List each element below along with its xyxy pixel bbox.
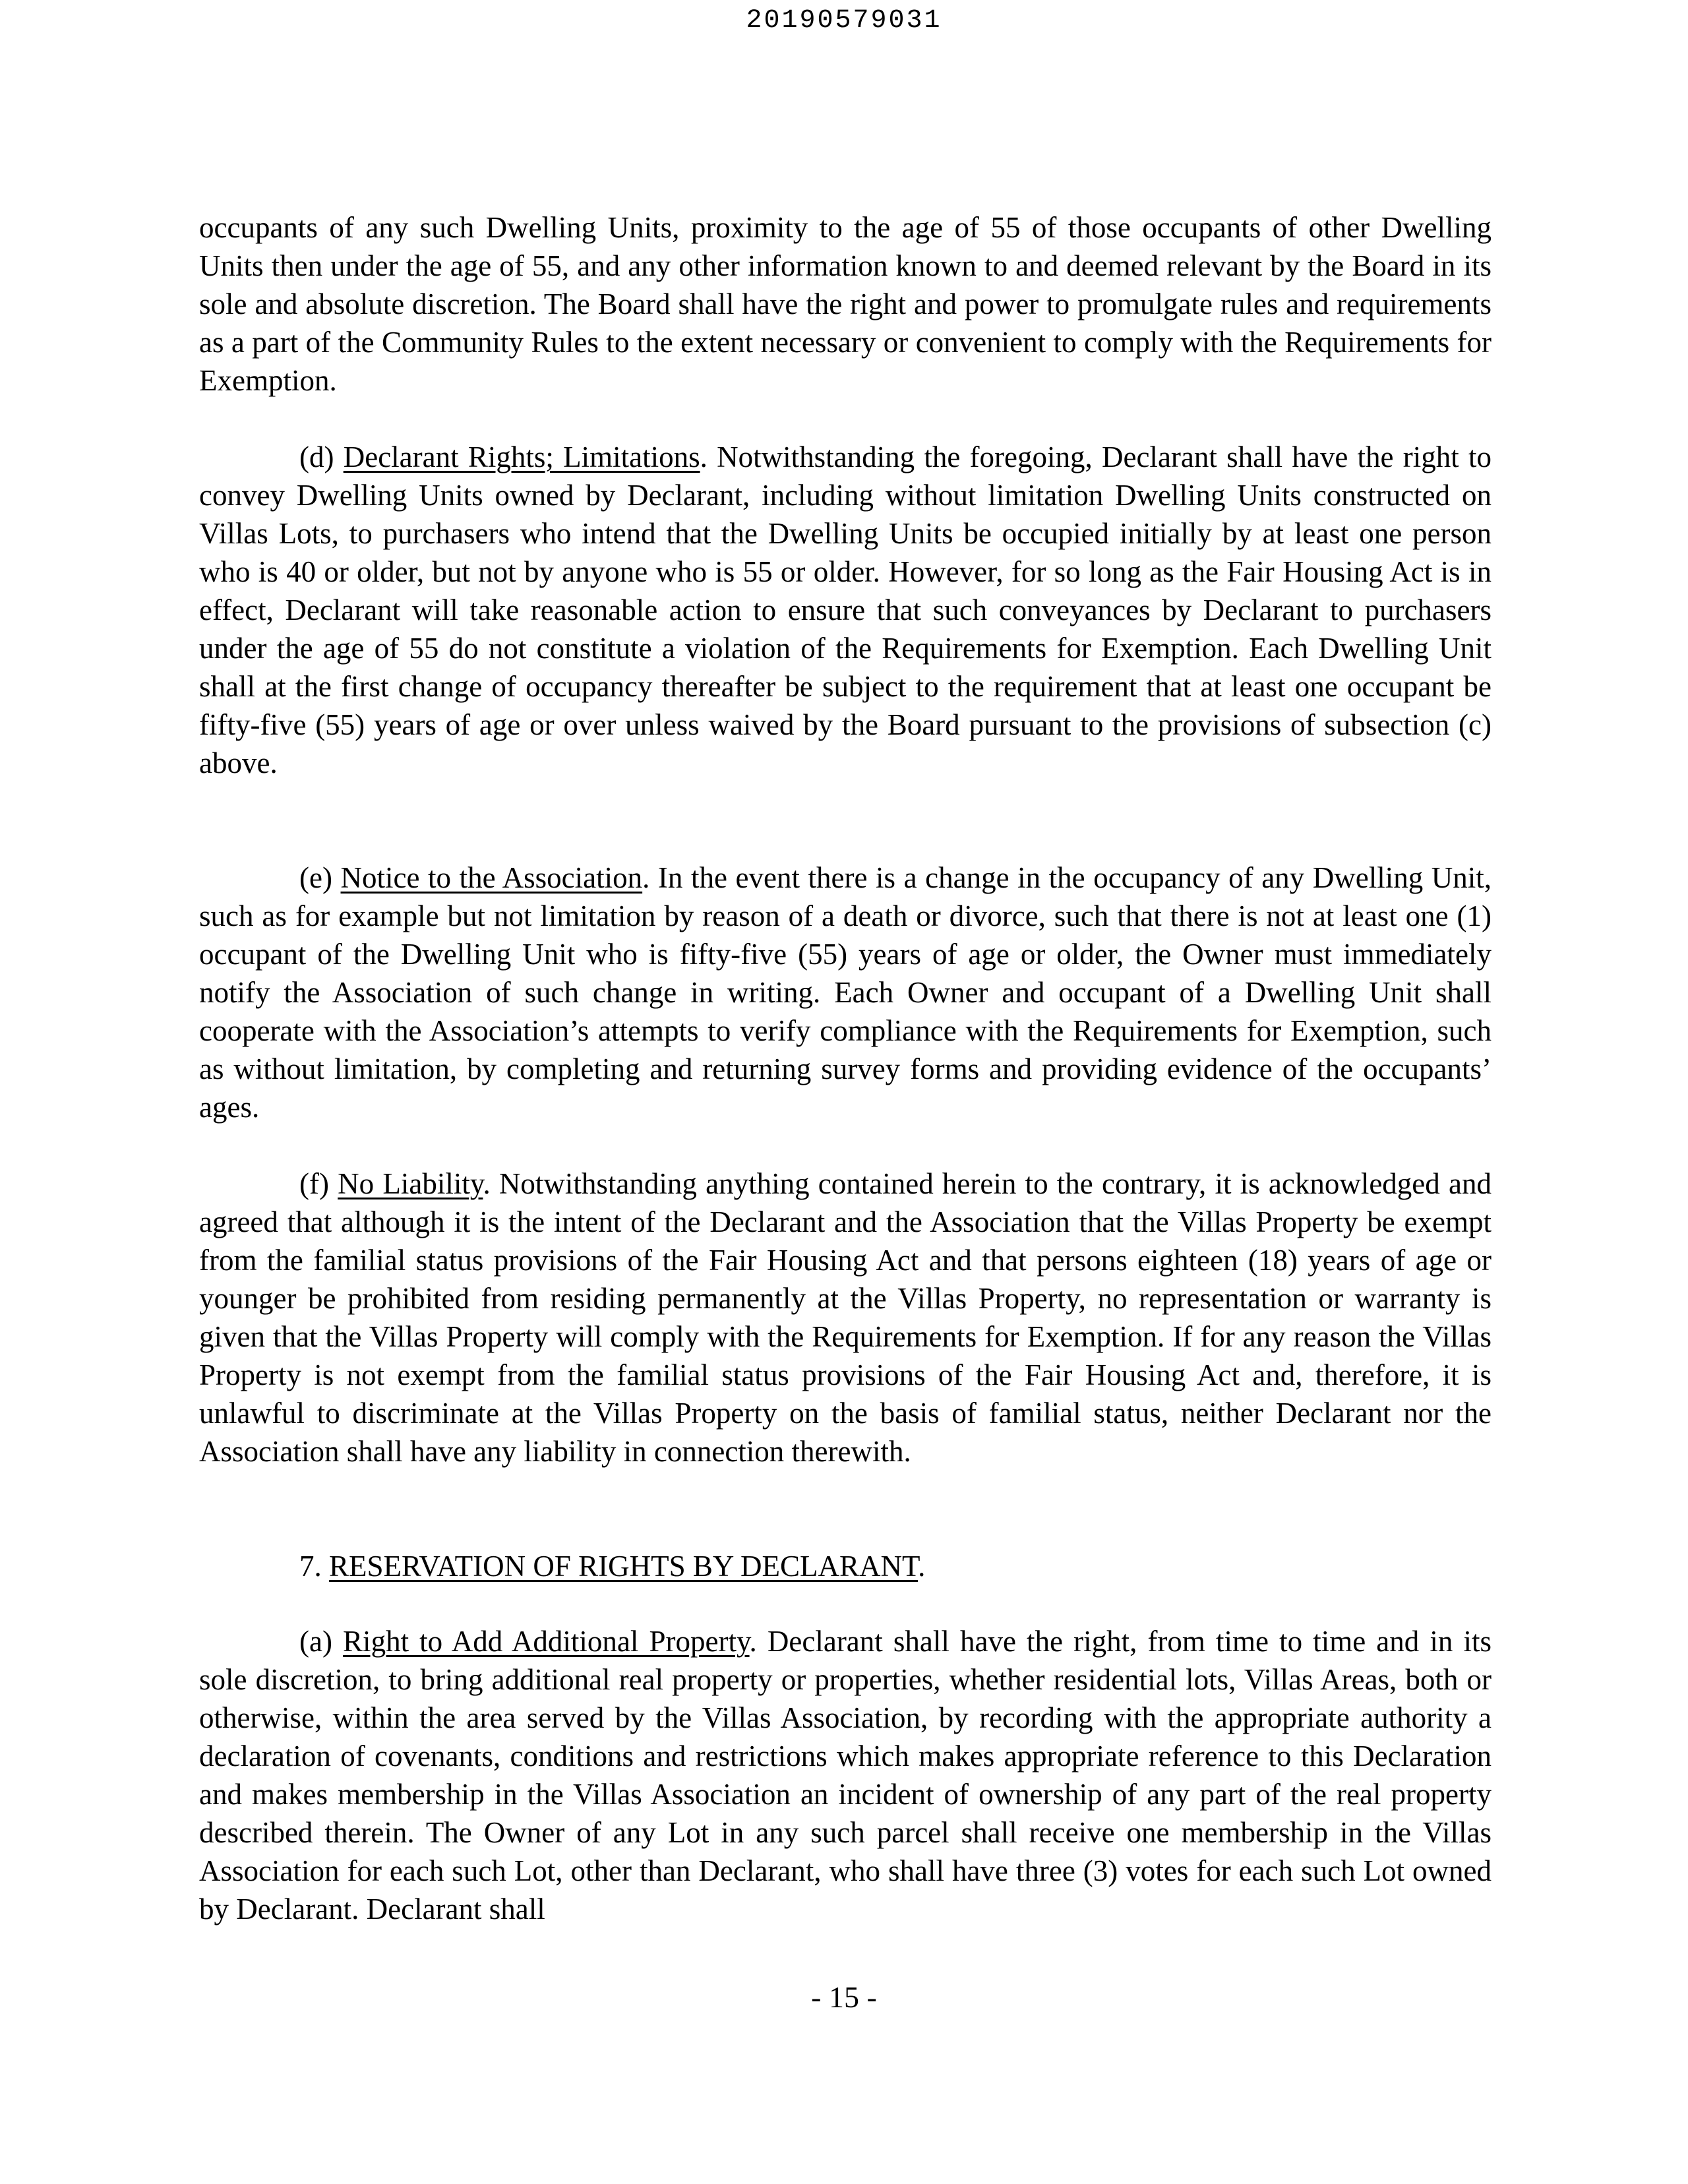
paragraph-e	[199, 859, 1492, 1126]
paragraph-e-label: (e)	[299, 861, 341, 894]
section-7-number: 7.	[299, 1550, 329, 1583]
paragraph-d-title: Declarant Rights; Limitations	[343, 440, 700, 473]
paragraph-e-title: Notice to the Association	[340, 861, 643, 894]
paragraph-d-text: . Notwithstanding the foregoing, Declarant shall have the right to convey Dwelling Units owned by Declarant, including without limitation Dwelling Units constructed on Villas Lots, to purchasers who intend that the Dwelling Units be occupied initially by at least one person who is 40 or older, but not by anyone who is 55 or older. However, for so long as the Fair Housing Act is in effect, Declarant will take reasonable action to ensure that such conveyances by Declarant to purchasers under the age of 55 do not constitute a violation of the Requirements for Exemption. Each Dwelling Unit shall at the first change of occupancy thereafter be subject to the requirement that at least one occupant be fifty-five (55) years of age or over unless waived by the Board pursuant to the provisions of subsection (c) above.	[199, 440, 1492, 779]
paragraph-f	[199, 1165, 1492, 1471]
paragraph-e-text: . In the event there is a change in the occupancy of any Dwelling Unit, such as for example but not limitation by reason of a death or divorce, such that there is not at least one (1) occupant of the Dwelling Unit who is fifty-five (55) years of age or older, the Owner must immediately notify the Association of such change in writing. Each Owner and occupant of a Dwelling Unit shall cooperate with the Association’s attempts to verify compliance with the Requirements for Exemption, such as without limitation, by completing and returning survey forms and providing evidence of the occupants’ ages.	[199, 861, 1492, 1124]
paragraph-a-label: (a)	[299, 1625, 344, 1658]
paragraph-a-text: . Declarant shall have the right, from time to time and in its sole discretion, to bring additional real property or properties, whether residential lots, Villas Areas, both or otherwise, within the area served by the Villas Association, by recording with the appropriate authority a declaration of covenants, conditions and restrictions which makes appropriate reference to this Declaration and makes membership in the Villas Association an incident of ownership of any part of the real property described therein. The Owner of any Lot in any such parcel shall receive one membership in the Villas Association for each such Lot, other than Declarant, who shall have three (3) votes for each such Lot owned by Declarant. Declarant shall	[199, 1625, 1492, 1926]
paragraph-a	[199, 1622, 1492, 1928]
paragraph-f-label: (f)	[299, 1167, 338, 1200]
paragraph-d-label: (d)	[299, 440, 344, 473]
section-7-title: RESERVATION OF RIGHTS BY DECLARANT	[329, 1550, 919, 1583]
paragraph-d	[199, 438, 1492, 782]
section-7-suffix: .	[918, 1550, 926, 1583]
paragraph-a-title: Right to Add Additional Property	[343, 1625, 750, 1658]
paragraph-f-title: No Liability	[338, 1167, 483, 1200]
section-7-heading	[299, 1547, 925, 1585]
document-number: 20190579031	[746, 6, 942, 36]
page-number-footer: - 15 -	[811, 1980, 877, 2014]
paragraph-continuation-text: occupants of any such Dwelling Units, proximity to the age of 55 of those occupants of other Dwelling Units then under the age of 55, and any other information known to and deemed relevant by the Board in its sole and absolute discretion. The Board shall have the right and power to promulgate rules and requirements as a part of the Community Rules to the extent necessary or convenient to comply with the Requirements for Exemption.	[199, 211, 1492, 397]
paragraph-f-text: . Notwithstanding anything contained herein to the contrary, it is acknowledged and agreed that although it is the intent of the Declarant and the Association that the Villas Property be exempt from the familial status provisions of the Fair Housing Act and that persons eighteen (18) years of age or younger be prohibited from residing permanently at the Villas Property, no representation or warranty is given that the Villas Property will comply with the Requirements for Exemption. If for any reason the Villas Property is not exempt from the familial status provisions of the Fair Housing Act and, therefore, it is unlawful to discriminate at the Villas Property on the basis of familial status, neither Declarant nor the Association shall have any liability in connection therewith.	[199, 1167, 1492, 1468]
paragraph-continuation	[199, 208, 1492, 400]
